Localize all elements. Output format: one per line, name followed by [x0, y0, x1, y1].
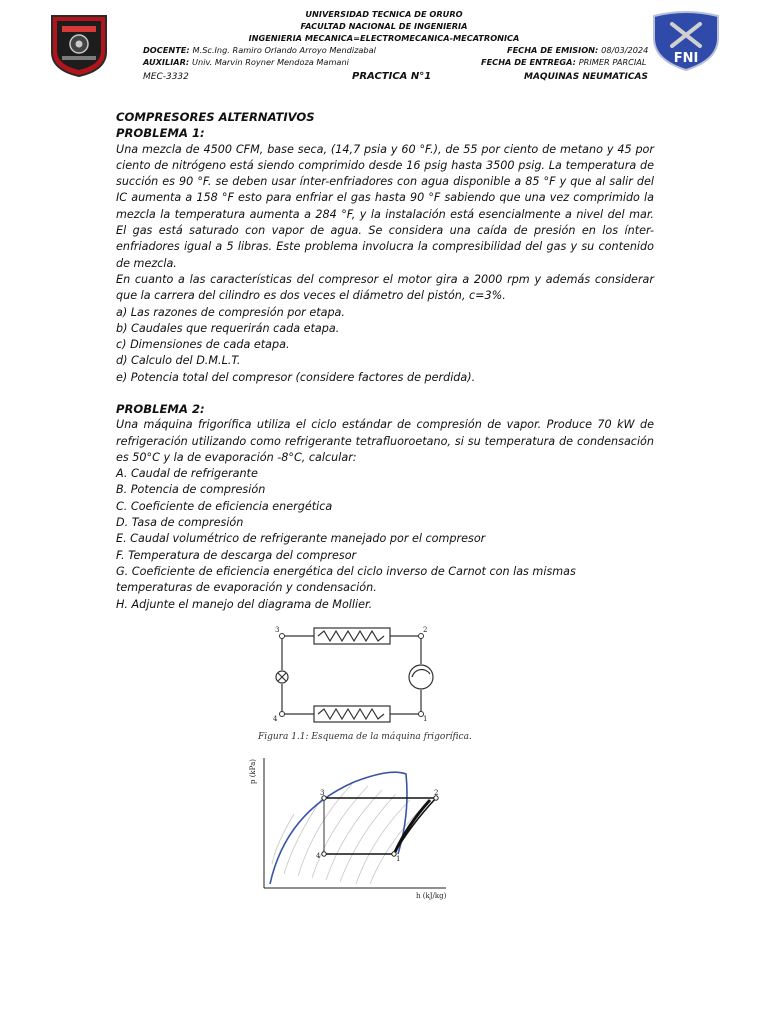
emision-label: FECHA DE EMISION: [507, 45, 599, 55]
problem1-paragraph2: En cuanto a las características del compresor el motor gira a 2000 rpm y además considerar que la carrera del cilindro es dos veces el diámetro del pistón, c=3%. [116, 272, 654, 303]
university-name: UNIVERSIDAD TECNICA DE ORURO [305, 9, 463, 19]
y-axis-label: p (kPa) [249, 759, 257, 784]
diagram-point-label: 1 [396, 855, 401, 863]
problem1-item: d) Calculo del D.M.L.T. [116, 354, 241, 368]
schematic-point-label: 4 [273, 715, 278, 723]
problem2-item: D. Tasa de compresión [116, 516, 244, 530]
auxiliar-line [143, 57, 349, 67]
practice-title: PRACTICA N°1 [352, 71, 432, 82]
subject-name: MAQUINAS NEUMATICAS [524, 72, 648, 82]
faculty-name: FACULTAD NACIONAL DE INGENIERIA [300, 21, 468, 31]
auxiliar-value: Univ. Marvin Royner Mendoza Mamani [192, 57, 349, 67]
problem2-item: G. Coeficiente de eficiencia energética del ciclo inverso de Carnot con las mismas temperaturas de evaporación y condensación. [116, 564, 576, 595]
course-code: MEC-3332 [143, 72, 189, 82]
problem1-item: c) Dimensiones de cada etapa. [116, 338, 290, 352]
career-name: INGENIERIA MECANICA=ELECTROMECANICA-MECATRONICA [248, 33, 520, 43]
auxiliar-label: AUXILIAR: [143, 57, 190, 67]
schematic-point-label: 2 [423, 626, 428, 634]
problem2-paragraph: Una máquina frigorífica utiliza el ciclo estándar de compresión de vapor. Produce 70 kW de refrigeración utilizando como refrigerante tetrafluoroetano, si su temperatura de condensación es 50°C y la de evaporación -8°C, calcular: [116, 418, 654, 464]
schematic-point-label: 3 [275, 626, 280, 634]
problem2-item: B. Potencia de compresión [116, 483, 266, 497]
problem2-item: F. Temperatura de descarga del compresor [116, 548, 357, 562]
diagram-point-label: 2 [434, 789, 439, 797]
problem1-item: e) Potencia total del compresor (considere factores de perdida). [116, 370, 476, 384]
emision-value: 08/03/2024 [601, 45, 649, 55]
problem2-section [116, 401, 654, 613]
problem1-title: PROBLEMA 1: [116, 126, 205, 141]
problem2-item: A. Caudal de refrigerante [116, 467, 258, 481]
problem2-item: E. Caudal volumétrico de refrigerante manejado por el compresor [116, 532, 486, 546]
problem1-paragraph1: Una mezcla de 4500 CFM, base seca, (14,7 psia y 60 °F.), de 55 por ciento de metano y 45 por ciento de nitrógeno está siendo comprimido desde 16 psig hasta 3500 psig. La temperatura de succión es 90 °F. se deben usar ínter-enfriadores con agua disponible a 85 °F y que al salir del IC aumenta a 158 °F esto para enfriar el gas hasta 90 °F sabiendo que una vez comprimido la mezcla la temperatura aumenta a 284 °F, y la instalación está esencialmente a nivel del mar. El gas está saturado con vapor de agua. Se considera una caída de presión en los ínter-enfriadores igual a 5 libras. Este problema involucra la compresibilidad del gas y su contenido de mezcla. [116, 142, 654, 270]
section-title: COMPRESORES ALTERNATIVOS [116, 110, 315, 124]
entrega-label: FECHA DE ENTREGA: [481, 57, 576, 67]
figure-caption: Figura 1.1: Esquema de la máquina frigorífica. [258, 732, 472, 742]
docente-line [143, 45, 376, 55]
problem2-item: H. Adjunte el manejo del diagrama de Mollier. [116, 597, 373, 611]
refrigeration-schematic [262, 622, 442, 728]
x-axis-label: h (kJ/kg) [416, 892, 447, 900]
emision-line [507, 45, 648, 55]
fni-logo-text: FNI [673, 51, 699, 66]
problem2-title: PROBLEMA 2: [116, 402, 205, 416]
entrega-line [481, 57, 646, 67]
problem1-item: a) Las razones de compresión por etapa. [116, 305, 345, 319]
diagram-point-label: 4 [316, 852, 321, 860]
docente-label: DOCENTE: [143, 45, 190, 55]
diagram-point-label: 3 [320, 789, 325, 797]
problem2-item: C. Coeficiente de eficiencia energética [116, 499, 333, 513]
entrega-value: PRIMER PARCIAL [578, 57, 647, 67]
ph-diagram [250, 754, 456, 904]
problem1-item: b) Caudales que requerirán cada etapa. [116, 321, 340, 335]
problem1-section [116, 109, 654, 386]
schematic-point-label: 1 [423, 715, 428, 723]
docente-value: M.Sc.Ing. Ramiro Orlando Arroyo Mendizabal [192, 45, 376, 55]
